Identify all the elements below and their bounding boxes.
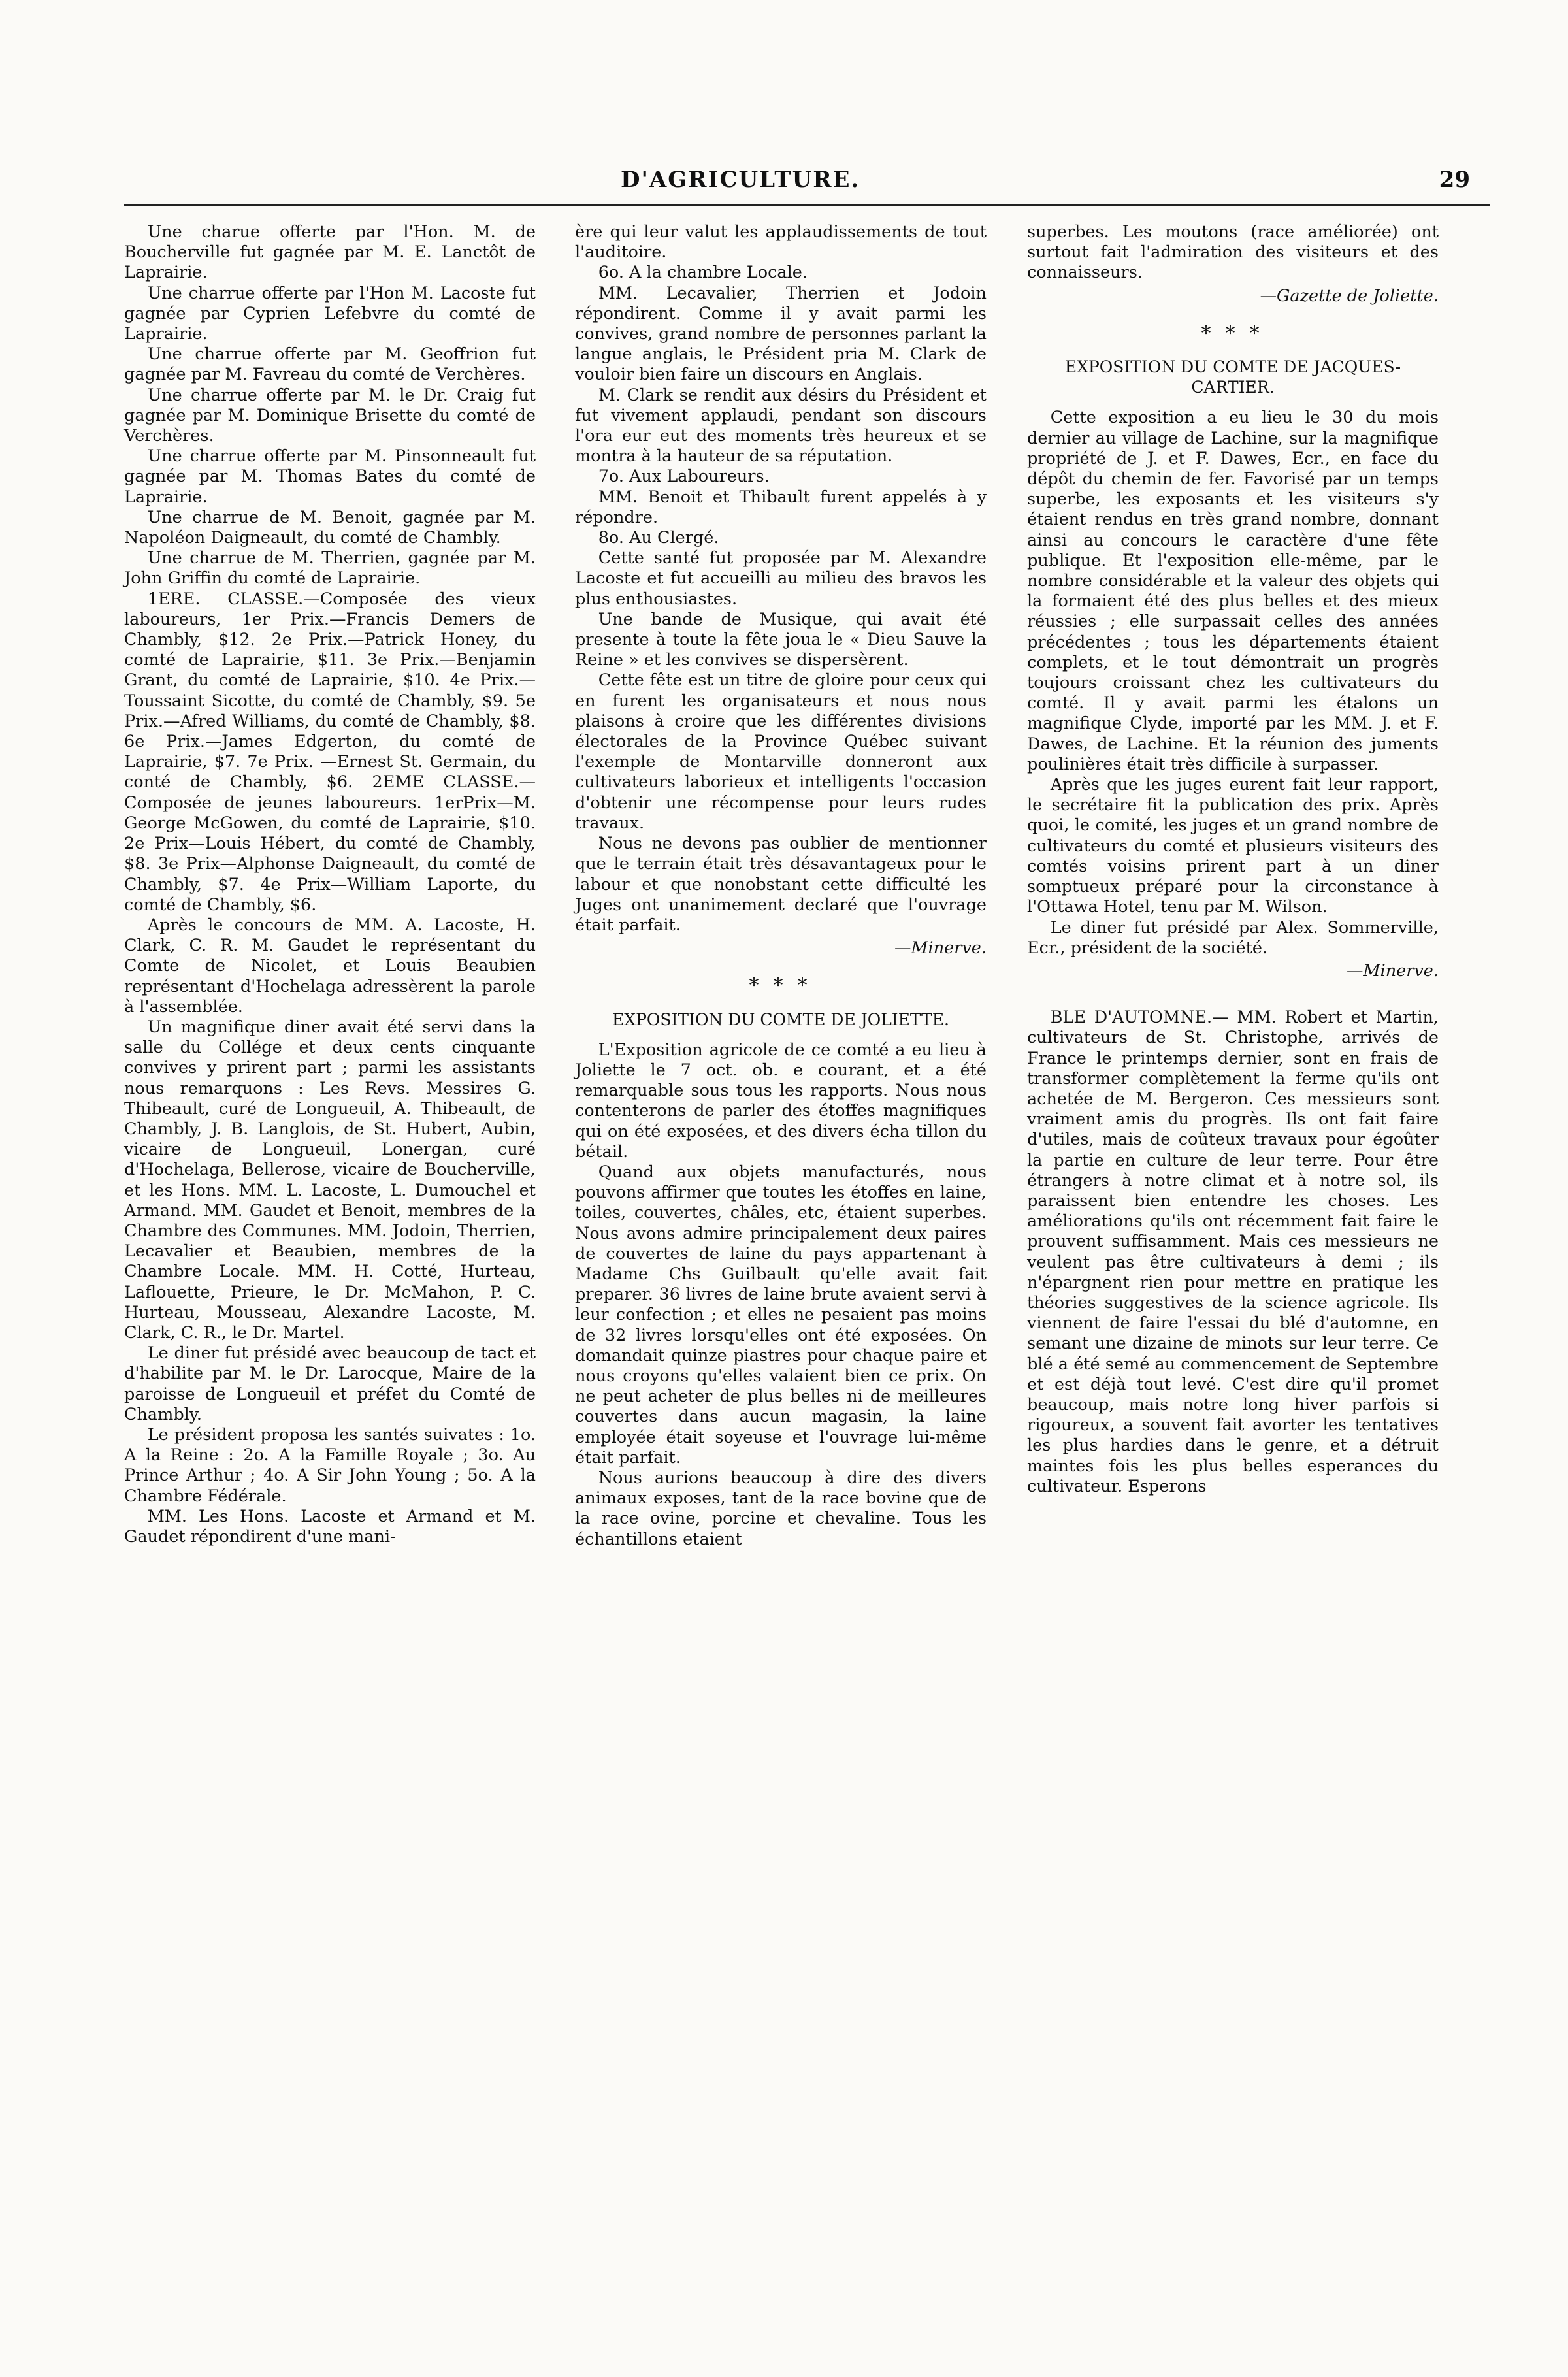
paragraph: Le président proposa les santés suivates : 1o. A la Reine : 2o. A la Famille Royale ; 3o. Au Prince Arthur ; 4o. A Sir John Young ; 5o. A la Chambre Fédérale.: [124, 1424, 536, 1506]
paragraph: Quand aux objets manufacturés, nous pouvons affirmer que toutes les étoffes en laine, toiles, couvertes, châles, etc, étaient superbes. Nous avons admire principalement deux paires de couvertes de laine du pays appartenant à Madame Chs Guilbault qu'elle avait fait preparer. 36 livres de laine brute avaient servi à leur confection ; et elles ne pesaient pas moins de 32 livres lorsqu'elles ont été exposées. On domandait quinze piastres pour chaque paire et nous croyons qu'elles valaient bien ce prix. On ne peut acheter de plus belles ni de meilleures couvertes dans aucun magasin, la laine employée était soyeuse et l'ouvrage lui-même était parfait.: [575, 1162, 987, 1467]
paragraph: Nous ne devons pas oublier de mentionner que le terrain était très désavantageux pour le labour et que nonobstant cette difficulté les Juges ont unanimement declaré que l'ouvrage était parfait.: [575, 834, 987, 935]
section-heading-jacques-cartier: EXPOSITION DU COMTE DE JACQUES-CARTIER.: [1064, 357, 1401, 397]
paragraph: Une bande de Musique, qui avait été presente à toute la fête joua le « Dieu Sauve la Reine » et les convives se dispersèrent.: [575, 609, 987, 670]
paragraph: Une charrue offerte par M. le Dr. Craig fut gagnée par M. Dominique Brisette du comté de Verchères.: [124, 385, 536, 446]
paragraph-ble-d-automne: BLE D'AUTOMNE.— MM. Robert et Martin, cultivateurs de St. Christophe, arrivés de France le printemps dernier, sont en frais de transformer complètement la ferme qu'ils ont achetée de M. Bergeron. Ces messieurs sont vraiment amis du progrès. Ils ont fait faire d'utiles, mais de coûteux travaux pour égoûter la partie en culture de leur terre. Pour être étrangers à notre climat et à notre sol, ils paraissent bien entendre les choses. Les améliorations qu'ils ont récemment fait faire le prouvent suffisamment. Mais ces messieurs ne veulent pas être cultivateurs à demi ; ils n'épargnent rien pour mettre en pratique les théories suggestives de la science agricole. Ils viennent de faire l'essai du blé d'automne, en semant une dizaine de minots sur leur terre. Ce blé a été semé au commencement de Septembre et est déjà tout levé. C'est dire qu'il promet beaucoup, mais notre long hiver parfois si rigoureux, a souvent fait avorter les tentatives les plus hardies dans le genre, et a détruit maintes fois les plus belles esperances du cultivateur. Esperons: [1027, 1008, 1439, 1496]
source-signature: —Gazette de Joliette.: [1260, 286, 1439, 306]
paragraph: Cette exposition a eu lieu le 30 du mois dernier au village de Lachine, sur la magnifique propriété de J. et F. Dawes, Ecr., en face du dépôt du chemin de fer. Favorisé par un temps superbe, les exposants et les visiteurs s'y étaient rendus en très grand nombre, donnant ainsi au concours le caractère d'une fête publique. Et l'exposition elle-même, par le nombre considérable et la valeur des objets qui la formaient été des plus belles et des mieux réussies ; elle surpassait celles des années précédentes ; tous les départements étaient complets, et le tout démontrait un progrès toujours croissant chez les cultivateurs du comté. Il y avait parmi les étalons un magnifique Clyde, importé par les MM. J. et F. Dawes, de Lachine. Et la réunion des juments poulinières était très difficile à surpasser.: [1027, 408, 1439, 774]
paragraph: Une charrue de M. Benoit, gagnée par M. Napoléon Daigneault, du comté de Chambly.: [124, 507, 536, 548]
paragraph: 8o. Au Clergé.: [598, 528, 719, 548]
page-number: 29: [1439, 167, 1470, 193]
paragraph: Le diner fut présidé par Alex. Sommerville, Ecr., président de la société.: [1027, 917, 1439, 958]
paragraph: Cette santé fut proposée par M. Alexandre Lacoste et fut accueilli au milieu des bravos les plus enthousiastes.: [575, 548, 987, 609]
paragraph: Après que les juges eurent fait leur rapport, le secrétaire fit la publication des prix. Après quoi, le comité, les juges et un grand nombre de cultivateurs du comté et plusieurs visiteurs des comtés voisins prirent part à un diner somptueux préparé pour la circonstance à l'Ottawa Hotel, tenu par M. Wilson.: [1027, 775, 1439, 917]
column-middle: [575, 222, 987, 1550]
paragraph: Cette fête est un titre de gloire pour ceux qui en furent les organisateurs et nous nous plaisons à croire que les différentes divisions électorales de la Province Québec suivant l'exemple de Montarville donneront aux cultivateurs laborieux et intelligents l'occasion d'obtenir une récompense pour leurs rudes travaux.: [575, 670, 987, 833]
paragraph: ère qui leur valut les applaudissements de tout l'auditoire.: [575, 222, 987, 263]
paragraph: Une charrue offerte par l'Hon M. Lacoste fut gagnée par Cyprien Lefebvre du comté de Laprairie.: [124, 283, 536, 344]
spacer: [1027, 981, 1439, 1008]
paragraph: Une charrue offerte par M. Geoffrion fut gagnée par M. Favreau du comté de Verchères.: [124, 344, 536, 385]
running-title: D'AGRICULTURE.: [621, 167, 860, 193]
source-signature: —Minerve.: [1346, 960, 1439, 981]
paragraph: Nous aurions beaucoup à dire des divers animaux exposes, tant de la race bovine que de la race ovine, porcine et chevaline. Tous les échantillons etaient: [575, 1467, 987, 1549]
paragraph: Une charrue de M. Therrien, gagnée par M. John Griffin du comté de Laprairie.: [124, 548, 536, 589]
paragraph: L'Exposition agricole de ce comté a eu lieu à Joliette le 7 oct. ob. e courant, et a été remarquable sous tous les rapports. Nous nous contenterons de parler des étoffes magnifiques qui on été exposées, et des divers écha tillon du bétail.: [575, 1040, 987, 1162]
paragraph: Une charue offerte par l'Hon. M. de Boucherville fut gagnée par M. E. Lanctôt de Laprairie.: [124, 222, 536, 283]
paragraph: MM. Lecavalier, Therrien et Jodoin répondirent. Comme il y avait parmi les convives, grand nombre de personnes parlant la langue anglais, le Président pria M. Clark de vouloir bien faire un discours en Anglais.: [575, 283, 987, 385]
paragraph: superbes. Les moutons (race améliorée) ont surtout fait l'admiration des visiteurs et des connaisseurs.: [1027, 222, 1439, 283]
paragraph: Le diner fut présidé avec beaucoup de tact et d'habilite par M. le Dr. Larocque, Maire de la paroisse de Longueuil et préfet du Comté de Chambly.: [124, 1343, 536, 1424]
header-rule: [124, 204, 1490, 206]
column-left: [124, 222, 536, 1547]
paragraph: 6o. A la chambre Locale.: [598, 263, 808, 283]
paragraph: 7o. Aux Laboureurs.: [598, 467, 770, 487]
column-right: [1027, 222, 1439, 1497]
page-header: [124, 167, 1490, 199]
source-signature: —Minerve.: [894, 938, 987, 959]
section-heading-joliette: EXPOSITION DU COMTE DE JOLIETTE.: [612, 1009, 949, 1029]
prize-list: 1ERE. CLASSE.—Composée des vieux laboureurs, 1er Prix.—Francis Demers de Chambly, $12. 2e Prix.—Patrick Honey, du comté de Laprairie, $11. 3e Prix.—Benjamin Grant, du comté de Laprairie, $10. 4e Prix.—Toussaint Sicotte, du comté de Chambly, $9. 5e Prix.—Afred Williams, du comté de Chambly, $8. 6e Prix.—James Edgerton, du comté de Laprairie, $7. 7e Prix. —Ernest St. Germain, du conté de Chambly, $6. 2EME CLASSE.—Composée de jeunes laboureurs. 1erPrix—M. George McGowen, du comté de Laprairie, $10. 2e Prix—Louis Hébert, du comté de Chambly, $8. 3e Prix—Alphonse Daigneault, du comté de Chambly, $7. 4e Prix—William Laporte, du comté de Chambly, $6.: [124, 589, 536, 915]
paragraph: Après le concours de MM. A. Lacoste, H. Clark, C. R. M. Gaudet le représentant du Comte de Nicolet, et Louis Beaubien représentant d'Hochelaga adressèrent la parole à l'assemblée.: [124, 915, 536, 1017]
paragraph: MM. Les Hons. Lacoste et Armand et M. Gaudet répondirent d'une mani-: [124, 1506, 536, 1547]
paragraph: MM. Benoit et Thibault furent appelés à y répondre.: [575, 487, 987, 527]
asterism-divider: * * *: [749, 974, 813, 998]
paragraph: Une charrue offerte par M. Pinsonneault fut gagnée par M. Thomas Bates du comté de Laprairie.: [124, 446, 536, 507]
paragraph: Un magnifique diner avait été servi dans la salle du Collége et deux cents cinquante convives y prirent part ; parmi les assistants nous remarquons : Les Revs. Messires G. Thibeault, curé de Longueuil, A. Thibeault, de Chambly, J. B. Langlois, de St. Hubert, Aubin, vicaire de Longueuil, Lonergan, curé d'Hochelaga, Bellerose, vicaire de Boucherville, et les Hons. MM. L. Lacoste, L. Dumouchel et Armand. MM. Gaudet et Benoit, membres de la Chambre des Communes. MM. Jodoin, Therrien, Lecavalier et Beaubien, membres de la Chambre Locale. MM. H. Cotté, Hurteau, Laflouette, Prieure, le Dr. McMahon, P. C. Hurteau, Mousseau, Alexandre Lacoste, M. Clark, C. R., le Dr. Martel.: [124, 1017, 536, 1343]
asterism-divider: * * *: [1201, 321, 1265, 345]
paragraph: M. Clark se rendit aux désirs du Président et fut vivement applaudi, pendant son discours l'ora eur eut des moments très heureux et se montra à la hauteur de sa réputation.: [575, 385, 987, 467]
